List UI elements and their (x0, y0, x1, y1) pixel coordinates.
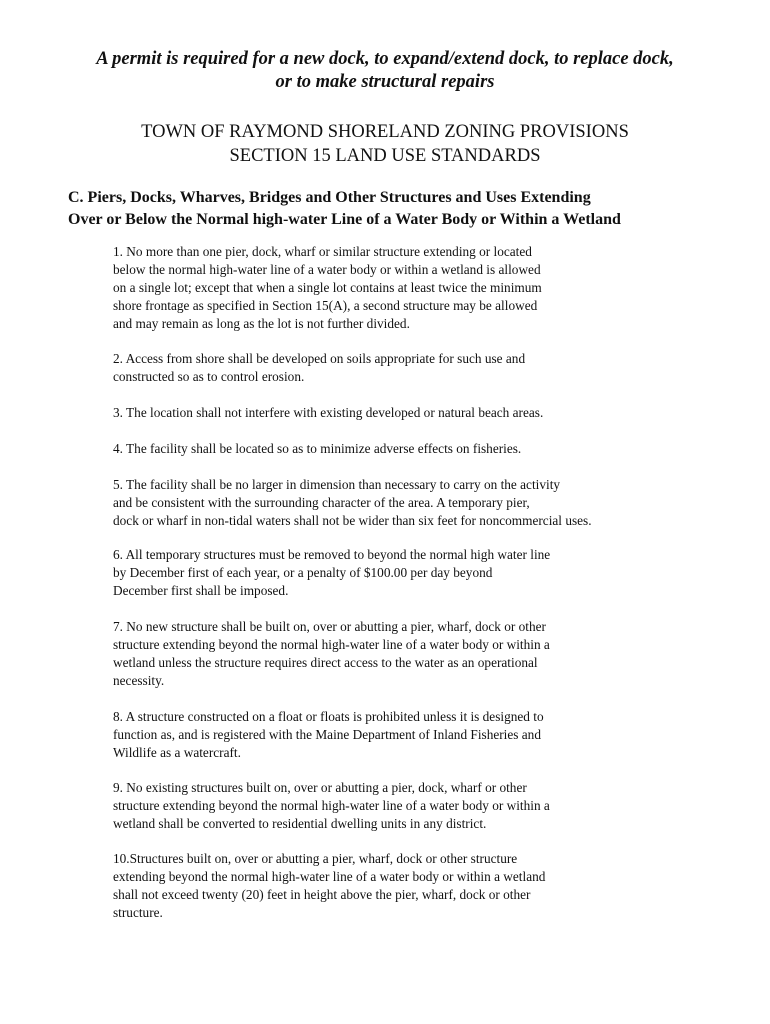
provision-line: structure extending beyond the normal high-water line of a water body or within a (113, 798, 550, 813)
provision-line: 5. The facility shall be no larger in dimension than necessary to carry on the activity (113, 477, 561, 492)
provision-line: below the normal high-water line of a water body or within a wetland is allowed (113, 262, 541, 277)
provision-item-8 (113, 708, 673, 762)
provision-line: wetland unless the structure requires direct access to the water as an operational (113, 655, 538, 670)
provision-line: on a single lot; except that when a single lot contains at least twice the minimum (113, 280, 542, 295)
provision-item-2 (113, 350, 673, 386)
document-title (40, 120, 730, 168)
provision-line: structure extending beyond the normal high-water line of a water body or within a (113, 637, 550, 652)
provision-line: 6. All temporary structures must be removed to beyond the normal high water line (113, 547, 551, 562)
provision-line: dock or wharf in non-tidal waters shall not be wider than six feet for noncommercial uses. (113, 513, 592, 528)
provision-item-1 (113, 243, 673, 333)
section-heading (68, 187, 728, 231)
provision-item-4 (113, 440, 673, 458)
permit-notice-line: A permit is required for a new dock, to expand/extend dock, to replace dock, (96, 49, 674, 69)
provision-line: necessity. (113, 673, 165, 688)
section-heading-line: Over or Below the Normal high-water Line of a Water Body or Within a Wetland (68, 211, 621, 228)
provision-line: 9. No existing structures built on, over or abutting a pier, dock, wharf or other (113, 780, 527, 795)
provision-line: 1. No more than one pier, dock, wharf or similar structure extending or located (113, 244, 532, 259)
provision-line: 4. The facility shall be located so as to minimize adverse effects on fisheries. (113, 441, 522, 456)
provision-item-7 (113, 618, 673, 690)
provision-item-9 (113, 779, 673, 833)
permit-notice-line: or to make structural repairs (275, 72, 495, 92)
provision-line: shall not exceed twenty (20) feet in height above the pier, wharf, dock or other (113, 887, 531, 902)
provision-line: function as, and is registered with the Maine Department of Inland Fisheries and (113, 727, 541, 742)
title-line-town: TOWN OF RAYMOND SHORELAND ZONING PROVISIONS (141, 122, 629, 142)
provision-line: and may remain as long as the lot is not further divided. (113, 316, 410, 331)
permit-notice (40, 48, 730, 94)
provision-line: December first shall be imposed. (113, 583, 289, 598)
provision-line: and be consistent with the surrounding character of the area. A temporary pier, (113, 495, 530, 510)
provision-line: constructed so as to control erosion. (113, 369, 305, 384)
provision-item-10 (113, 850, 673, 922)
provision-line: Wildlife as a watercraft. (113, 745, 241, 760)
provision-item-6 (113, 546, 673, 600)
provision-line: 10.Structures built on, over or abutting a pier, wharf, dock or other structure (113, 851, 518, 866)
section-heading-line: C. Piers, Docks, Wharves, Bridges and Other Structures and Uses Extending (68, 189, 591, 206)
provision-line: 3. The location shall not interfere with existing developed or natural beach areas. (113, 405, 544, 420)
title-line-section: SECTION 15 LAND USE STANDARDS (229, 146, 541, 166)
provision-line: structure. (113, 905, 163, 920)
provision-line: 8. A structure constructed on a float or floats is prohibited unless it is designed to (113, 709, 544, 724)
provision-item-5 (113, 476, 673, 530)
provision-line: 2. Access from shore shall be developed on soils appropriate for such use and (113, 351, 526, 366)
provision-line: shore frontage as specified in Section 15(A), a second structure may be allowed (113, 298, 538, 313)
provision-line: wetland shall be converted to residential dwelling units in any district. (113, 816, 487, 831)
provision-item-3 (113, 404, 673, 422)
provision-line: by December first of each year, or a penalty of $100.00 per day beyond (113, 565, 493, 580)
provision-line: 7. No new structure shall be built on, over or abutting a pier, wharf, dock or other (113, 619, 546, 634)
provision-line: extending beyond the normal high-water line of a water body or within a wetland (113, 869, 546, 884)
